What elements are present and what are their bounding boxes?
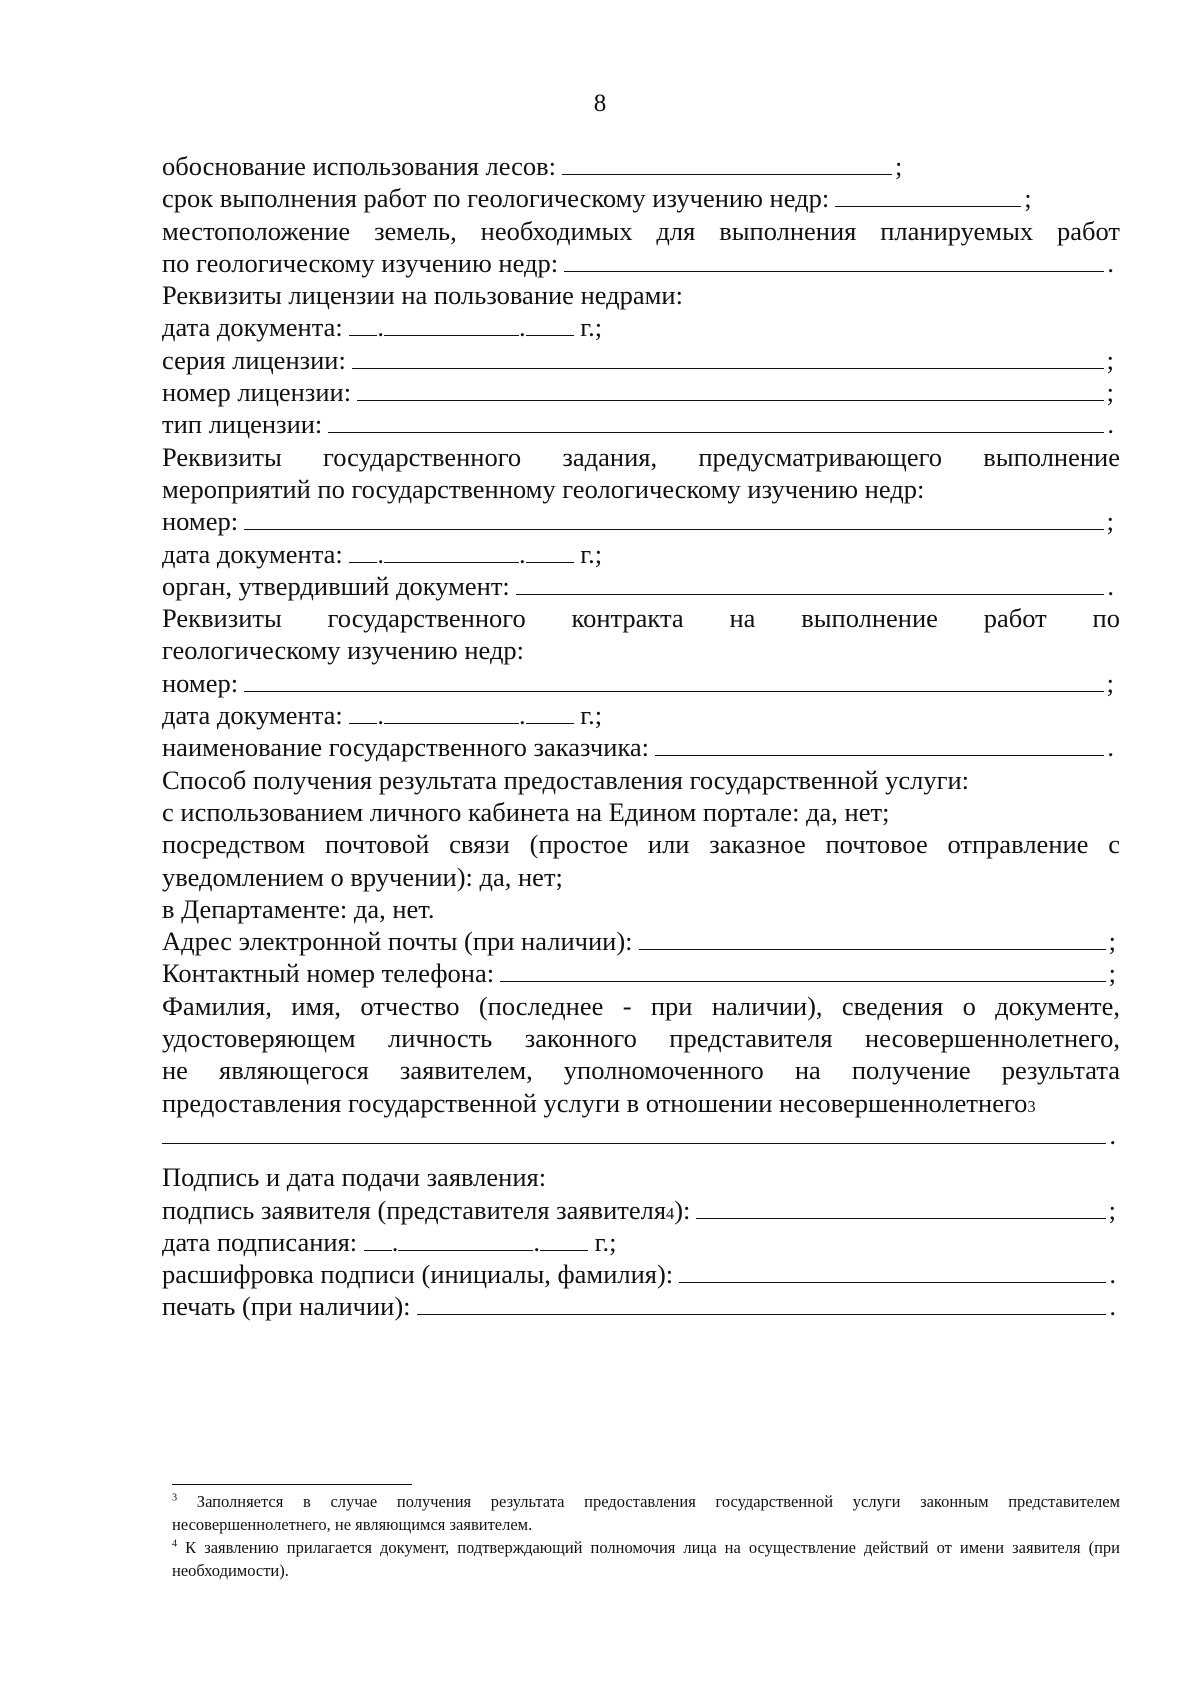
contract-text-2: геологическому изучению недр: [162, 635, 525, 666]
contract-date-month[interactable] [384, 699, 519, 724]
contract-date-year[interactable] [526, 699, 574, 724]
license-date-label: дата документа: [162, 312, 343, 343]
forest-justification-line [162, 150, 1120, 182]
via-post-text-2: уведомлением о вручении): да, нет; [162, 861, 563, 892]
in-department-option[interactable] [162, 893, 1120, 925]
license-type-label: тип лицензии: [162, 409, 323, 440]
footnote-3 [172, 1490, 1120, 1536]
sign-heading [162, 1161, 1120, 1193]
representative-line-4: предоставления государственной услуги в отношении несовершеннолетнего [162, 1087, 1028, 1118]
license-type-line [162, 408, 1120, 440]
forest-justification-label: обоснование использования лесов: [162, 151, 557, 181]
stamp-field[interactable] [417, 1291, 1107, 1316]
period: . [1109, 1291, 1116, 1322]
semicolon: ; [1108, 926, 1116, 957]
sign-decode-line [162, 1258, 1120, 1290]
representative-text-2 [162, 1022, 1120, 1054]
land-location-label-2: по геологическому изучению недр: [162, 247, 559, 278]
license-date-month[interactable] [384, 312, 519, 337]
via-portal-text: с использованием личного кабинета на Едином портале: да, нет; [162, 796, 890, 827]
license-type-field[interactable] [328, 409, 1104, 434]
footnote-4 [172, 1536, 1120, 1582]
via-post-option-2[interactable] [162, 861, 1120, 893]
footnote-text: К заявлению прилагается документ, подтверждающий полномочия лица на осуществление действий от имени заявителя (при необходимости). [172, 1538, 1121, 1580]
period: . [1107, 247, 1114, 278]
state-task-date-line: дата документа: . . г.; [162, 538, 603, 569]
contract-date-day[interactable] [349, 699, 377, 724]
semicolon: ; [1108, 1194, 1116, 1225]
sign-date-year[interactable] [540, 1226, 588, 1251]
license-series-line [162, 344, 1120, 376]
license-date-line: дата документа: . . г.; [162, 312, 603, 343]
via-post-text-1: посредством почтовой связи (простое или заказное почтовое отправление с [162, 829, 1120, 860]
state-task-date-label: дата документа: [162, 538, 343, 569]
representative-text-3 [162, 1054, 1120, 1086]
contract-text-1: Реквизиты государственного контракта на выполнение работ по [162, 603, 1120, 634]
state-task-number-line [162, 505, 1120, 537]
applicant-sign-label: подпись заявителя (представителя заявителя [162, 1194, 667, 1225]
semicolon: ; [895, 151, 903, 181]
sign-date-label: дата подписания: [162, 1226, 358, 1257]
license-series-label: серия лицензии: [162, 344, 346, 375]
license-heading-text: Реквизиты лицензии на пользование недрами: [162, 280, 683, 311]
license-number-field[interactable] [357, 376, 1104, 401]
land-location-label-1: местоположение земель, необходимых для выполнения планируемых работ [162, 215, 1120, 246]
approving-body-label: орган, утвердивший документ: [162, 570, 510, 601]
stamp-line [162, 1290, 1120, 1322]
applicant-sign-line: подпись заявителя (представителя заявителя 4 ): ; [162, 1194, 1116, 1225]
representative-line-1: Фамилия, имя, отчество (последнее - при наличии), сведения о документе, [162, 990, 1120, 1021]
semicolon: ; [1024, 183, 1032, 214]
approving-body-line [162, 570, 1120, 602]
approving-body-field[interactable] [516, 570, 1105, 595]
contract-heading-1 [162, 602, 1120, 634]
period: . [1107, 570, 1114, 601]
representative-field-line [162, 1119, 1120, 1151]
semicolon: ; [1106, 667, 1114, 698]
period: . [1109, 1119, 1116, 1150]
footnote-mark: 4 [172, 1538, 178, 1550]
period: . [1107, 409, 1114, 440]
forest-justification-field[interactable] [562, 150, 892, 175]
semicolon: ; [1108, 958, 1116, 989]
contract-heading-2 [162, 634, 1120, 666]
representative-field[interactable] [162, 1119, 1106, 1144]
contract-number-field[interactable] [244, 667, 1104, 692]
state-task-date-year[interactable] [526, 538, 574, 563]
phone-field[interactable] [500, 958, 1106, 983]
license-series-field[interactable] [352, 344, 1104, 369]
year-suffix: г.; [594, 1226, 617, 1257]
semicolon: ; [1106, 506, 1114, 537]
footnote-text: Заполняется в случае получения результата предоставления государственной услуги законным представителем несовершеннолетнего, не являющимся заявителем. [172, 1492, 1120, 1534]
state-task-number-label: номер: [162, 506, 239, 537]
state-task-text-2: мероприятий по государственному геологическому изучению недр: [162, 473, 925, 504]
period: . [1107, 732, 1114, 763]
sign-heading-text: Подпись и дата подачи заявления: [162, 1162, 547, 1193]
state-task-number-field[interactable] [244, 505, 1104, 530]
representative-text-4: предоставления государственной услуги в отношении несовершеннолетнего 3 [162, 1087, 1036, 1118]
phone-label: Контактный номер телефона: [162, 958, 495, 989]
representative-line-2: удостоверяющем личность законного представителя несовершеннолетнего, [162, 1023, 1120, 1054]
applicant-sign-field[interactable] [696, 1194, 1105, 1219]
footnote-separator [172, 1484, 412, 1485]
license-date-year[interactable] [526, 312, 574, 337]
year-suffix: г.; [580, 538, 603, 569]
land-location-line-2 [162, 247, 1120, 279]
customer-name-field[interactable] [655, 732, 1104, 757]
work-deadline-field[interactable] [835, 182, 1021, 207]
application-form-body [162, 150, 1120, 1323]
page-number: 8 [593, 90, 607, 117]
customer-name-line [162, 731, 1120, 763]
state-task-heading-2 [162, 473, 1120, 505]
contract-number-line [162, 667, 1120, 699]
work-deadline-line [162, 182, 1120, 214]
email-label: Адрес электронной почты (при наличии): [162, 926, 633, 957]
via-post-option-1[interactable] [162, 828, 1120, 860]
contract-date-label: дата документа: [162, 700, 343, 731]
sign-date-line: дата подписания: . . г.; [162, 1226, 617, 1257]
year-suffix: г.; [580, 312, 603, 343]
phone-line [162, 957, 1120, 989]
customer-name-label: наименование государственного заказчика: [162, 732, 650, 763]
sign-decode-field[interactable] [679, 1258, 1106, 1283]
semicolon: ; [1106, 344, 1114, 375]
state-task-heading-1 [162, 441, 1120, 473]
footnotes [172, 1484, 1120, 1582]
land-location-field[interactable] [564, 247, 1104, 272]
state-task-date-day[interactable] [349, 538, 377, 563]
result-method-text: Способ получения результата предоставления государственной услуги: [162, 764, 969, 795]
result-method-heading [162, 764, 1120, 796]
representative-line-3: не являющегося заявителем, уполномоченного на получение результата [162, 1055, 1120, 1086]
email-line [162, 925, 1120, 957]
via-portal-option[interactable] [162, 796, 1120, 828]
state-task-text-1: Реквизиты государственного задания, предусматривающего выполнение [162, 441, 1120, 472]
license-heading [162, 279, 1120, 311]
license-number-label: номер лицензии: [162, 377, 352, 408]
land-location-line-1 [162, 215, 1120, 247]
sign-date-day[interactable] [364, 1226, 392, 1251]
contract-number-label: номер: [162, 667, 239, 698]
sign-date-month[interactable] [398, 1226, 533, 1251]
in-department-text: в Департаменте: да, нет. [162, 893, 435, 924]
state-task-date-month[interactable] [384, 538, 519, 563]
contract-date-line: дата документа: . . г.; [162, 700, 603, 731]
period: . [1109, 1259, 1116, 1290]
stamp-label: печать (при наличии): [162, 1291, 411, 1322]
work-deadline-label: срок выполнения работ по геологическому изучению недр: [162, 183, 830, 214]
license-date-day[interactable] [349, 312, 377, 337]
email-field[interactable] [639, 925, 1106, 950]
license-number-line [162, 376, 1120, 408]
year-suffix: г.; [580, 700, 603, 731]
applicant-sign-label-end: ): [674, 1194, 691, 1225]
footnote-mark: 3 [172, 1492, 178, 1504]
sign-decode-label: расшифровка подписи (инициалы, фамилия): [162, 1259, 674, 1290]
representative-text-1 [162, 990, 1120, 1022]
semicolon: ; [1106, 377, 1114, 408]
